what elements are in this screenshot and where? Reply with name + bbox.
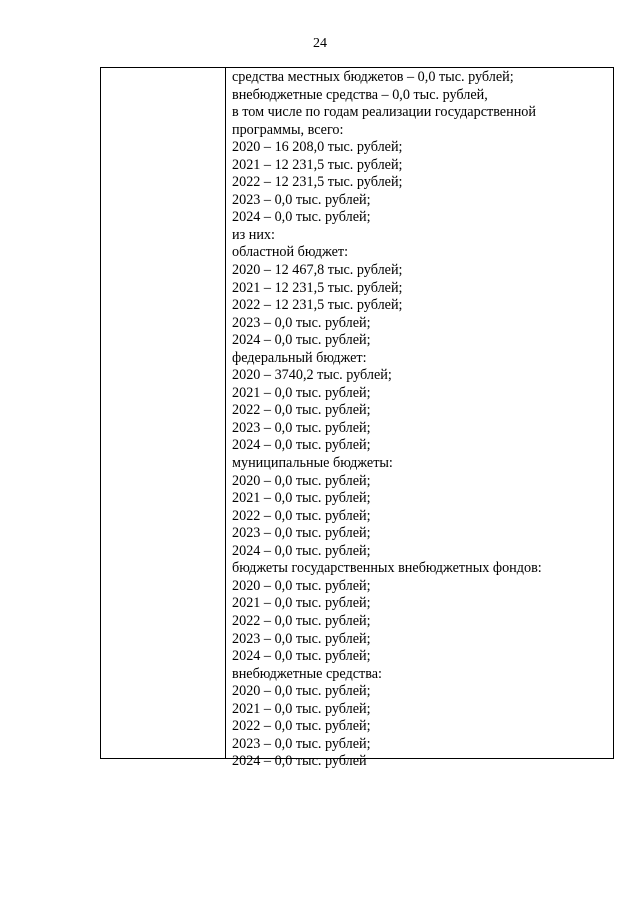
- funding-line: 2024 – 0,0 тыс. рублей;: [232, 437, 371, 454]
- funding-line: муниципальные бюджеты:: [232, 455, 393, 472]
- funding-line: 2022 – 0,0 тыс. рублей;: [232, 402, 371, 419]
- funding-line: из них:: [232, 226, 275, 243]
- funding-line: 2021 – 12 231,5 тыс. рублей;: [232, 279, 403, 296]
- funding-line: бюджеты государственных внебюджетных фондов:: [232, 560, 542, 577]
- funding-line: 2020 – 0,0 тыс. рублей;: [232, 683, 371, 700]
- funding-line: 2021 – 12 231,5 тыс. рублей;: [232, 156, 403, 173]
- funding-table: [100, 67, 614, 770]
- funding-line: 2020 – 0,0 тыс. рублей;: [232, 472, 371, 489]
- funding-line: средства местных бюджетов – 0,0 тыс. рублей;: [232, 69, 514, 85]
- funding-line: 2022 – 12 231,5 тыс. рублей;: [232, 174, 403, 191]
- funding-line: 2024 – 0,0 тыс. рублей;: [232, 542, 371, 559]
- funding-line: 2022 – 0,0 тыс. рублей;: [232, 612, 371, 629]
- funding-line: внебюджетные средства:: [232, 665, 382, 682]
- funding-line: 2021 – 0,0 тыс. рублей;: [232, 700, 371, 717]
- funding-line: 2024 – 0,0 тыс. рублей;: [232, 209, 371, 226]
- funding-line: 2024 – 0,0 тыс. рублей;: [232, 332, 371, 349]
- funding-line: 2021 – 0,0 тыс. рублей;: [232, 595, 371, 612]
- funding-line: 2023 – 0,0 тыс. рублей;: [232, 525, 371, 542]
- funding-line: 2024 – 0,0 тыс. рублей: [232, 753, 367, 770]
- table-right-cell: [232, 69, 609, 771]
- funding-line: 2020 – 0,0 тыс. рублей;: [232, 577, 371, 594]
- funding-line: программы, всего:: [232, 121, 344, 138]
- funding-line: 2022 – 12 231,5 тыс. рублей;: [232, 297, 403, 314]
- funding-line: 2023 – 0,0 тыс. рублей;: [232, 191, 371, 208]
- funding-line: 2022 – 0,0 тыс. рублей;: [232, 718, 371, 735]
- funding-line: 2023 – 0,0 тыс. рублей;: [232, 314, 371, 331]
- funding-line: 2022 – 0,0 тыс. рублей;: [232, 507, 371, 524]
- funding-line: в том числе по годам реализации государственной: [232, 104, 536, 121]
- funding-line: 2020 – 16 208,0 тыс. рублей;: [232, 139, 403, 156]
- funding-line: 2023 – 0,0 тыс. рублей;: [232, 630, 371, 647]
- page-number: 24: [313, 36, 327, 51]
- funding-line: внебюджетные средства – 0,0 тыс. рублей,: [232, 86, 488, 103]
- funding-line: 2023 – 0,0 тыс. рублей;: [232, 735, 371, 752]
- funding-line: 2020 – 3740,2 тыс. рублей;: [232, 367, 392, 384]
- table-left-cell: [101, 68, 226, 758]
- funding-line: 2024 – 0,0 тыс. рублей;: [232, 648, 371, 665]
- funding-line: федеральный бюджет:: [232, 349, 367, 366]
- funding-line: 2020 – 12 467,8 тыс. рублей;: [232, 262, 403, 279]
- funding-line: 2021 – 0,0 тыс. рублей;: [232, 490, 371, 507]
- funding-line: 2021 – 0,0 тыс. рублей;: [232, 384, 371, 401]
- funding-line: областной бюджет:: [232, 244, 349, 261]
- funding-line: 2023 – 0,0 тыс. рублей;: [232, 419, 371, 436]
